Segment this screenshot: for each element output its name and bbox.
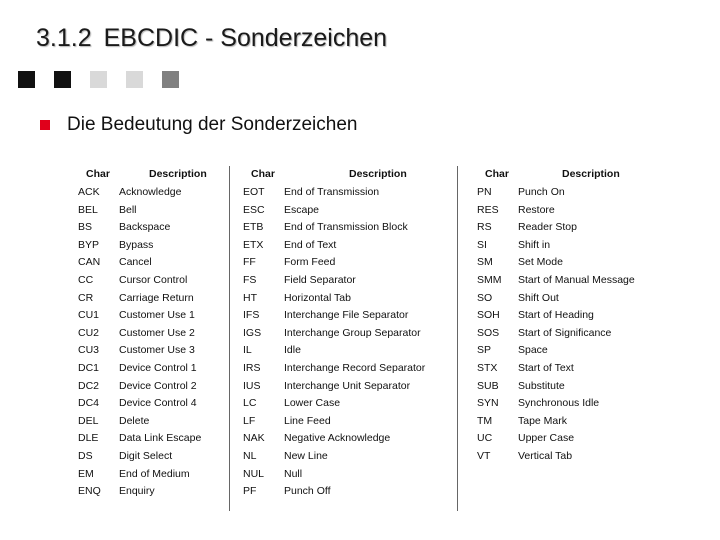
char-description: Horizontal Tab (284, 291, 351, 304)
table-header-description: Description (562, 168, 620, 180)
char-code: BYP (78, 238, 100, 251)
square-4 (126, 71, 143, 88)
char-description: Interchange File Separator (284, 309, 409, 322)
char-code: NUL (243, 467, 265, 480)
char-code: TM (477, 414, 493, 427)
char-code: FS (243, 274, 257, 286)
char-code: HT (243, 291, 257, 304)
char-code: IUS (243, 379, 261, 392)
char-description: Start of Text (518, 362, 574, 374)
square-2 (54, 71, 71, 88)
bullet-text: Die Bedeutung der Sonderzeichen (67, 114, 358, 135)
section-number: 3.1.2 (36, 24, 92, 52)
bullet-square-icon (40, 120, 50, 130)
char-code: DC2 (78, 379, 100, 392)
char-description: Form Feed (284, 256, 336, 269)
char-code: DEL (78, 414, 99, 427)
char-description: Field Separator (284, 274, 356, 286)
table-header-char: Char (251, 168, 275, 180)
char-code: SMM (477, 274, 502, 286)
char-description: Interchange Record Separator (284, 362, 426, 374)
char-description: Data Link Escape (119, 432, 202, 445)
char-description: Punch On (518, 186, 565, 198)
char-description: Digit Select (119, 450, 173, 462)
char-code: NAK (243, 432, 265, 445)
char-code: ETB (243, 221, 264, 234)
char-code: EM (78, 467, 94, 480)
char-description: Interchange Unit Separator (284, 379, 411, 392)
char-description: End of Text (284, 238, 337, 251)
char-code: EOT (243, 186, 265, 198)
char-code: VT (477, 450, 491, 462)
char-description: New Line (284, 450, 328, 462)
char-description: Interchange Group Separator (284, 326, 421, 339)
char-description: Restore (518, 203, 555, 216)
column-divider (457, 166, 458, 511)
char-description: Upper Case (518, 432, 575, 445)
char-code: CR (78, 291, 94, 304)
char-code: SO (477, 291, 493, 304)
char-description: Device Control 4 (119, 397, 197, 410)
char-code: SYN (477, 397, 499, 410)
char-code: IFS (243, 309, 260, 322)
char-code: BEL (78, 203, 98, 216)
char-description: Line Feed (284, 414, 331, 427)
char-description: Cursor Control (119, 274, 188, 286)
char-code: STX (477, 362, 498, 374)
char-code: LF (243, 414, 256, 427)
char-description: Null (284, 467, 303, 480)
char-code: SP (477, 344, 492, 357)
char-description: Tape Mark (518, 414, 568, 427)
table-header-description: Description (149, 168, 207, 180)
char-code: CU1 (78, 309, 100, 322)
char-description: Device Control 1 (119, 362, 197, 374)
char-code: CU2 (78, 326, 100, 339)
char-code: DS (78, 450, 93, 462)
char-description: Customer Use 2 (119, 326, 195, 339)
char-code: IRS (243, 362, 261, 374)
char-code: DC1 (78, 362, 100, 374)
square-3 (90, 71, 107, 88)
table-header-char: Char (485, 168, 509, 180)
char-code: DC4 (78, 397, 100, 410)
char-code: IL (243, 344, 252, 357)
square-5 (162, 71, 179, 88)
char-code: SUB (477, 379, 499, 392)
char-description: Device Control 2 (119, 379, 197, 392)
slide-title (36, 24, 387, 53)
char-description: Escape (284, 203, 320, 216)
char-description: End of Transmission Block (284, 221, 408, 234)
char-code: ENQ (78, 485, 101, 498)
char-description: Backspace (119, 221, 171, 234)
char-description: Substitute (518, 379, 565, 392)
char-code: SOS (477, 326, 500, 339)
table-header-char: Char (86, 168, 110, 180)
char-code: ACK (78, 186, 100, 198)
char-code: PF (243, 485, 257, 498)
section-title: EBCDIC - Sonderzeichen (103, 24, 388, 52)
char-code: SOH (477, 309, 500, 322)
char-code: ESC (243, 203, 265, 216)
char-description: Bypass (119, 238, 154, 251)
char-description: Delete (119, 414, 150, 427)
char-code: BS (78, 221, 93, 234)
column-divider (229, 166, 230, 511)
char-code: ETX (243, 238, 264, 251)
char-description: Negative Acknowledge (284, 432, 391, 445)
char-code: CC (78, 274, 94, 286)
char-description: Reader Stop (518, 221, 577, 234)
char-code: CAN (78, 256, 101, 269)
char-code: DLE (78, 432, 99, 445)
char-description: Customer Use 1 (119, 309, 195, 322)
char-description: Space (518, 344, 548, 357)
char-description: Enquiry (119, 485, 155, 498)
char-description: Start of Heading (518, 309, 594, 322)
char-code: LC (243, 397, 257, 410)
char-description: Lower Case (284, 397, 341, 410)
char-description: Synchronous Idle (518, 397, 600, 410)
char-code: CU3 (78, 344, 100, 357)
char-description: Acknowledge (119, 186, 182, 198)
char-description: Idle (284, 344, 301, 357)
char-description: Shift in (518, 238, 551, 251)
char-code: IGS (243, 326, 262, 339)
char-description: End of Medium (119, 467, 190, 480)
char-description: Bell (119, 203, 137, 216)
char-description: Carriage Return (119, 291, 194, 304)
table-header-description: Description (349, 168, 407, 180)
char-description: Customer Use 3 (119, 344, 195, 357)
char-description: Cancel (119, 256, 152, 269)
char-description: Punch Off (284, 485, 331, 498)
char-code: NL (243, 450, 257, 462)
square-1 (18, 71, 35, 88)
char-description: Start of Significance (518, 326, 612, 339)
char-description: Vertical Tab (518, 450, 573, 462)
char-code: SI (477, 238, 487, 251)
char-description: Set Mode (518, 256, 563, 269)
char-description: Start of Manual Message (518, 274, 635, 286)
char-code: SM (477, 256, 493, 269)
char-code: UC (477, 432, 493, 445)
char-code: RES (477, 203, 499, 216)
char-code: PN (477, 186, 492, 198)
char-code: RS (477, 221, 492, 234)
char-code: FF (243, 256, 256, 269)
char-description: Shift Out (518, 291, 559, 304)
char-description: End of Transmission (284, 186, 380, 198)
